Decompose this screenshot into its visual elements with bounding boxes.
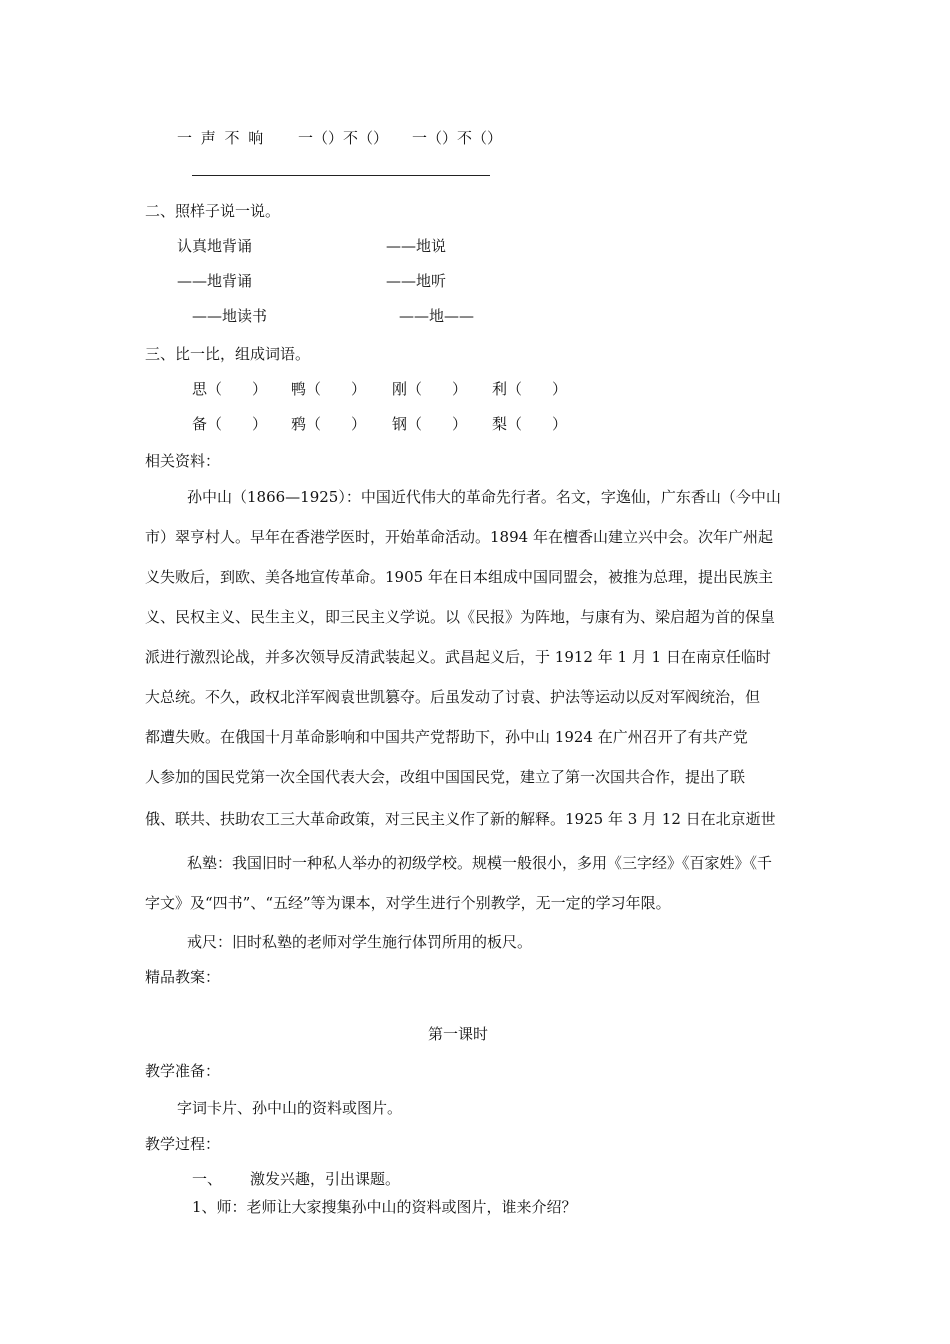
paragraph-line: 派进行激烈论战，并多次领导反清武装起义。武昌起义后，于 1912 年 1 月 1 日在南京任临时 xyxy=(145,648,771,666)
compare-word: 钢（ ） xyxy=(392,415,468,433)
paragraph-line: 私塾：我国旧时一种私人举办的初级学校。规模一般很小，多用《三字经》《百家姓》《千 xyxy=(187,854,773,872)
paragraph-line: 都遭失败。在俄国十月革命影响和中国共产党帮助下，孙中山 1924 在广州召开了有共产党 xyxy=(145,728,748,746)
compare-word: 思（ ） xyxy=(192,380,268,398)
exercise-item: 一（）不（） xyxy=(412,129,503,147)
step-number: 一、 xyxy=(192,1170,223,1188)
answer-line xyxy=(192,175,490,176)
compare-word: 利（ ） xyxy=(492,380,568,398)
section-heading: 三、比一比，组成词语。 xyxy=(145,345,311,363)
compare-word: 梨（ ） xyxy=(492,415,568,433)
paragraph-line: 字文》及“四书”、“五经”等为课本，对学生进行个别教学，无一定的学习年限。 xyxy=(145,894,671,912)
prep-label: 教学准备： xyxy=(145,1062,221,1080)
example-word: ——地说 xyxy=(386,237,447,255)
exercise-item: 一 声 不 响 xyxy=(177,129,266,147)
resources-heading: 相关资料： xyxy=(145,452,221,470)
process-label: 教学过程： xyxy=(145,1135,221,1153)
paragraph-line: 俄、联共、扶助农工三大革命政策，对三民主义作了新的解释。1925 年 3 月 12 日在北京逝世 xyxy=(145,810,776,828)
paragraph-line: 大总统。不久，政权北洋军阀袁世凯篡夺。后虽发动了讨袁、护法等运动以反对军阀统治，但 xyxy=(145,688,761,706)
jiechi-paragraph: 戒尺：旧时私塾的老师对学生施行体罚所用的板尺。 xyxy=(187,933,533,951)
exercise-item: 一（）不（） xyxy=(298,129,389,147)
example-word: ——地读书 xyxy=(192,307,268,325)
example-word: ——地背诵 xyxy=(177,272,253,290)
paragraph-line: 义失败后，到欧、美各地宣传革命。1905 年在日本组成中国同盟会，被推为总理，提出民族主 xyxy=(145,568,773,586)
step-text: 激发兴趣，引出课题。 xyxy=(250,1170,401,1188)
paragraph-line: 人参加的国民党第一次全国代表大会，改组中国国民党，建立了第一次国共合作，提出了联 xyxy=(145,768,746,786)
step-item: 1、师：老师让大家搜集孙中山的资料或图片，谁来介绍？ xyxy=(192,1198,577,1216)
example-word: ——地听 xyxy=(386,272,447,290)
lesson-plan-heading: 精品教案： xyxy=(145,968,221,986)
paragraph-line: 市）翠亨村人。早年在香港学医时，开始革命活动。1894 年在檀香山建立兴中会。次年广州起 xyxy=(145,528,773,546)
compare-word: 备（ ） xyxy=(192,415,268,433)
example-word: ——地—— xyxy=(399,307,475,325)
compare-word: 鸦（ ） xyxy=(291,415,367,433)
compare-word: 鸭（ ） xyxy=(291,380,367,398)
paragraph-line: 孙中山（1866—1925）：中国近代伟大的革命先行者。名文，字逸仙，广东香山（今中山 xyxy=(187,488,781,506)
prep-text: 字词卡片、孙中山的资料或图片。 xyxy=(177,1099,403,1117)
period-title: 第一课时 xyxy=(428,1025,489,1043)
paragraph-line: 义、民权主义、民生主义，即三民主义学说。以《民报》为阵地，与康有为、梁启超为首的保皇 xyxy=(145,608,776,626)
compare-word: 刚（ ） xyxy=(392,380,468,398)
section-heading: 二、照样子说一说。 xyxy=(145,202,281,220)
example-word: 认真地背诵 xyxy=(177,237,253,255)
